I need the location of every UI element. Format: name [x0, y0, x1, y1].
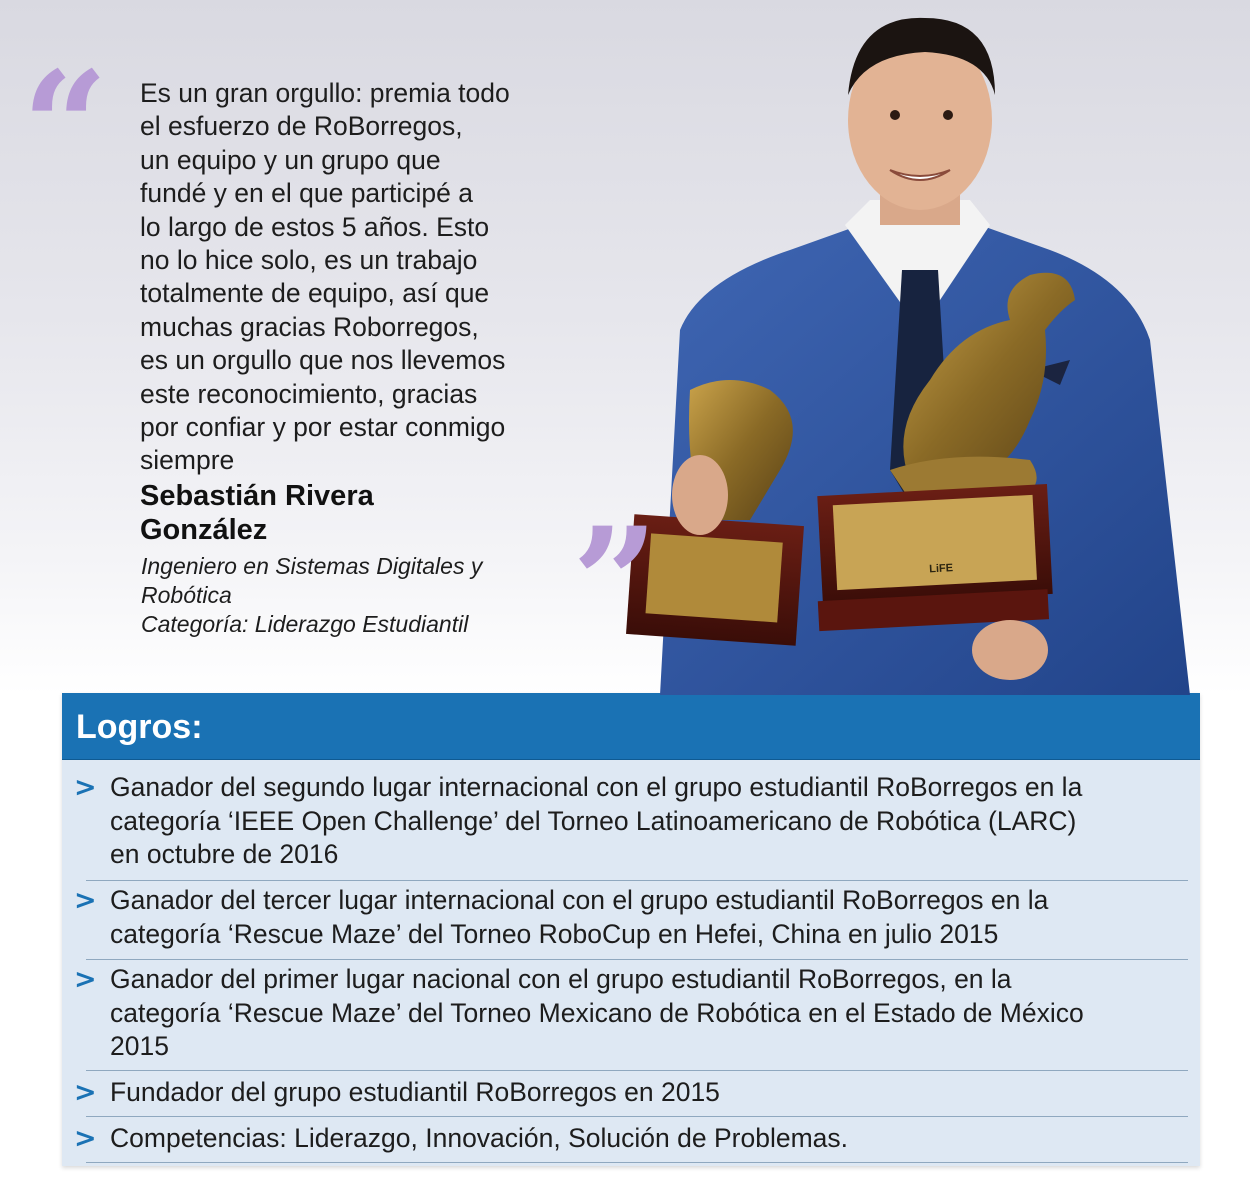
- quote-line: no lo hice solo, es un trabajo: [140, 245, 478, 276]
- achievement-item: [74, 1076, 1188, 1117]
- testimonial-quote: [140, 77, 560, 478]
- quote-line: totalmente de equipo, así que: [140, 278, 490, 309]
- author-program: Ingeniero en Sistemas Digitales y: [141, 553, 483, 579]
- achievement-text: Ganador del tercer lugar internacional con el grupo estudiantil RoBorregos en la categoría ‘Rescue Maze’ del Torneo RoboCup en Hefei, China en julio 2015: [110, 885, 1049, 949]
- quote-line: fundé y en el que participé a: [140, 178, 473, 209]
- author-details: [141, 552, 561, 639]
- open-quote-mark: “: [22, 39, 109, 215]
- quote-line: siempre: [140, 445, 235, 476]
- achievement-item: [74, 963, 1188, 1071]
- quote-line: lo largo de estos 5 años. Esto: [140, 211, 490, 242]
- quote-line: muchas gracias Roborregos,: [140, 311, 479, 342]
- quote-line: el esfuerzo de RoBorregos,: [140, 111, 463, 142]
- plaque-label: LiFE: [928, 562, 954, 576]
- author-name-line: Sebastián Rivera: [140, 480, 374, 512]
- achievement-item: [74, 771, 1188, 881]
- chevron-right-icon: >: [74, 1077, 97, 1108]
- quote-line: un equipo y un grupo que: [140, 144, 441, 175]
- achievements-header: [62, 693, 1200, 760]
- author-category: Categoría: Liderazgo Estudiantil: [141, 611, 469, 637]
- achievement-item: [74, 884, 1188, 960]
- achievements-title: Logros:: [76, 708, 203, 746]
- chevron-right-icon: >: [74, 772, 97, 803]
- chevron-right-icon: >: [74, 1123, 97, 1154]
- achievement-text: Ganador del primer lugar nacional con el grupo estudiantil RoBorregos, en la categoría ‘Rescue Maze’ del Torneo Mexicano de Robótica en el Estado de México 2015: [110, 964, 1084, 1062]
- achievement-text: Ganador del segundo lugar internacional con el grupo estudiantil RoBorregos en la categoría ‘IEEE Open Challenge’ del Torneo Latinoamericano de Robótica (LARC) en octubre de 2016: [110, 772, 1083, 870]
- quote-line: por confiar y por estar conmigo: [140, 412, 506, 443]
- author-name: [140, 479, 560, 547]
- achievement-text: Competencias: Liderazgo, Innovación, Solución de Problemas.: [110, 1123, 849, 1153]
- achievement-item: [74, 1122, 1188, 1163]
- author-name-line: González: [140, 514, 268, 546]
- achievement-text: Fundador del grupo estudiantil RoBorregos en 2015: [110, 1077, 720, 1107]
- achievements-panel: [62, 693, 1200, 1166]
- chevron-right-icon: >: [74, 964, 97, 995]
- quote-line: es un orgullo que nos llevemos: [140, 345, 506, 376]
- quote-line: este reconocimiento, gracias: [140, 378, 478, 409]
- quote-line: Es un gran orgullo: premia todo: [140, 78, 510, 108]
- award-winner-photo: [590, 0, 1250, 695]
- close-quote-mark: ”: [572, 495, 659, 671]
- chevron-right-icon: >: [74, 885, 97, 916]
- author-program: Robótica: [141, 582, 232, 608]
